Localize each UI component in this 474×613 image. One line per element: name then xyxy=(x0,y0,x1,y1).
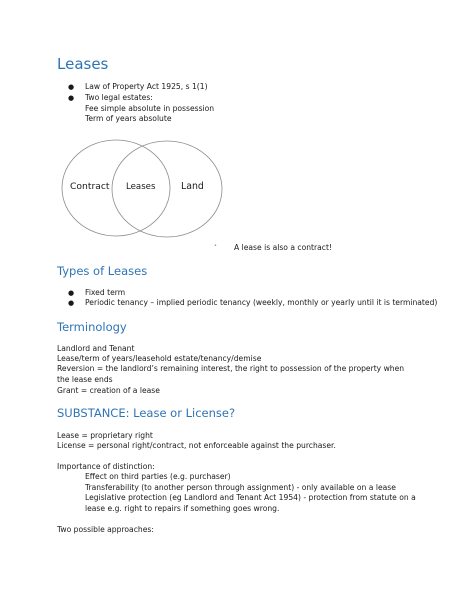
terminology-line-2: Lease/term of years/leasehold estate/tenancy/demise xyxy=(57,354,262,363)
venn-label-leases: Leases xyxy=(126,182,156,192)
terminology-line-4: Grant = creation of a lease xyxy=(57,386,160,395)
substance-line-1: Lease = proprietary right xyxy=(57,431,153,440)
importance-item-3: Legislative protection (eg Landlord and Tenant Act 1954) - protection from statute on a lease e.g. right to repairs if something goes wrong. xyxy=(85,493,416,513)
estate-1: Fee simple absolute in possession xyxy=(85,104,215,113)
terminology-line-1: Landlord and Tenant xyxy=(57,344,135,353)
section-heading-types: Types of Leases xyxy=(57,264,148,278)
bullet-icon: ● xyxy=(68,299,75,307)
substance-line-2: License = personal right/contract, not enforceable against the purchaser. xyxy=(57,441,336,450)
section-heading-terminology: Terminology xyxy=(57,320,127,334)
venn-label-land: Land xyxy=(181,181,204,192)
venn-label-contract: Contract xyxy=(70,181,110,192)
estate-2: Term of years absolute xyxy=(85,114,172,123)
importance-label: Importance of distinction: xyxy=(57,462,155,471)
venn-circle-land xyxy=(112,141,222,237)
importance-item-2: Transferability (to another person through assignment) - only available on a lease xyxy=(85,483,396,492)
approaches-line: Two possible approaches: xyxy=(57,525,154,534)
bullet-icon: ● xyxy=(68,289,75,297)
page-title: Leases xyxy=(57,55,109,73)
venn-circle-contract xyxy=(62,140,170,236)
section-heading-substance: SUBSTANCE: Lease or License? xyxy=(57,406,236,420)
bullet-icon: ● xyxy=(68,94,75,102)
importance-item-1: Effect on third parties (e.g. purchaser) xyxy=(85,472,231,481)
small-dot-icon: • xyxy=(214,243,217,249)
intro-bullet-1: Law of Property Act 1925, s 1(1) xyxy=(85,82,208,91)
intro-bullet-2: Two legal estates: xyxy=(85,93,153,102)
types-bullet-2: Periodic tenancy – implied periodic tenancy (weekly, monthly or yearly until it is terminated) xyxy=(85,298,438,307)
venn-note: A lease is also a contract! xyxy=(234,243,332,252)
terminology-line-3: Reversion = the landlord’s remaining interest, the right to possession of the property when the lease ends xyxy=(57,364,405,384)
bullet-icon: ● xyxy=(68,83,75,91)
types-bullet-1: Fixed term xyxy=(85,288,126,297)
